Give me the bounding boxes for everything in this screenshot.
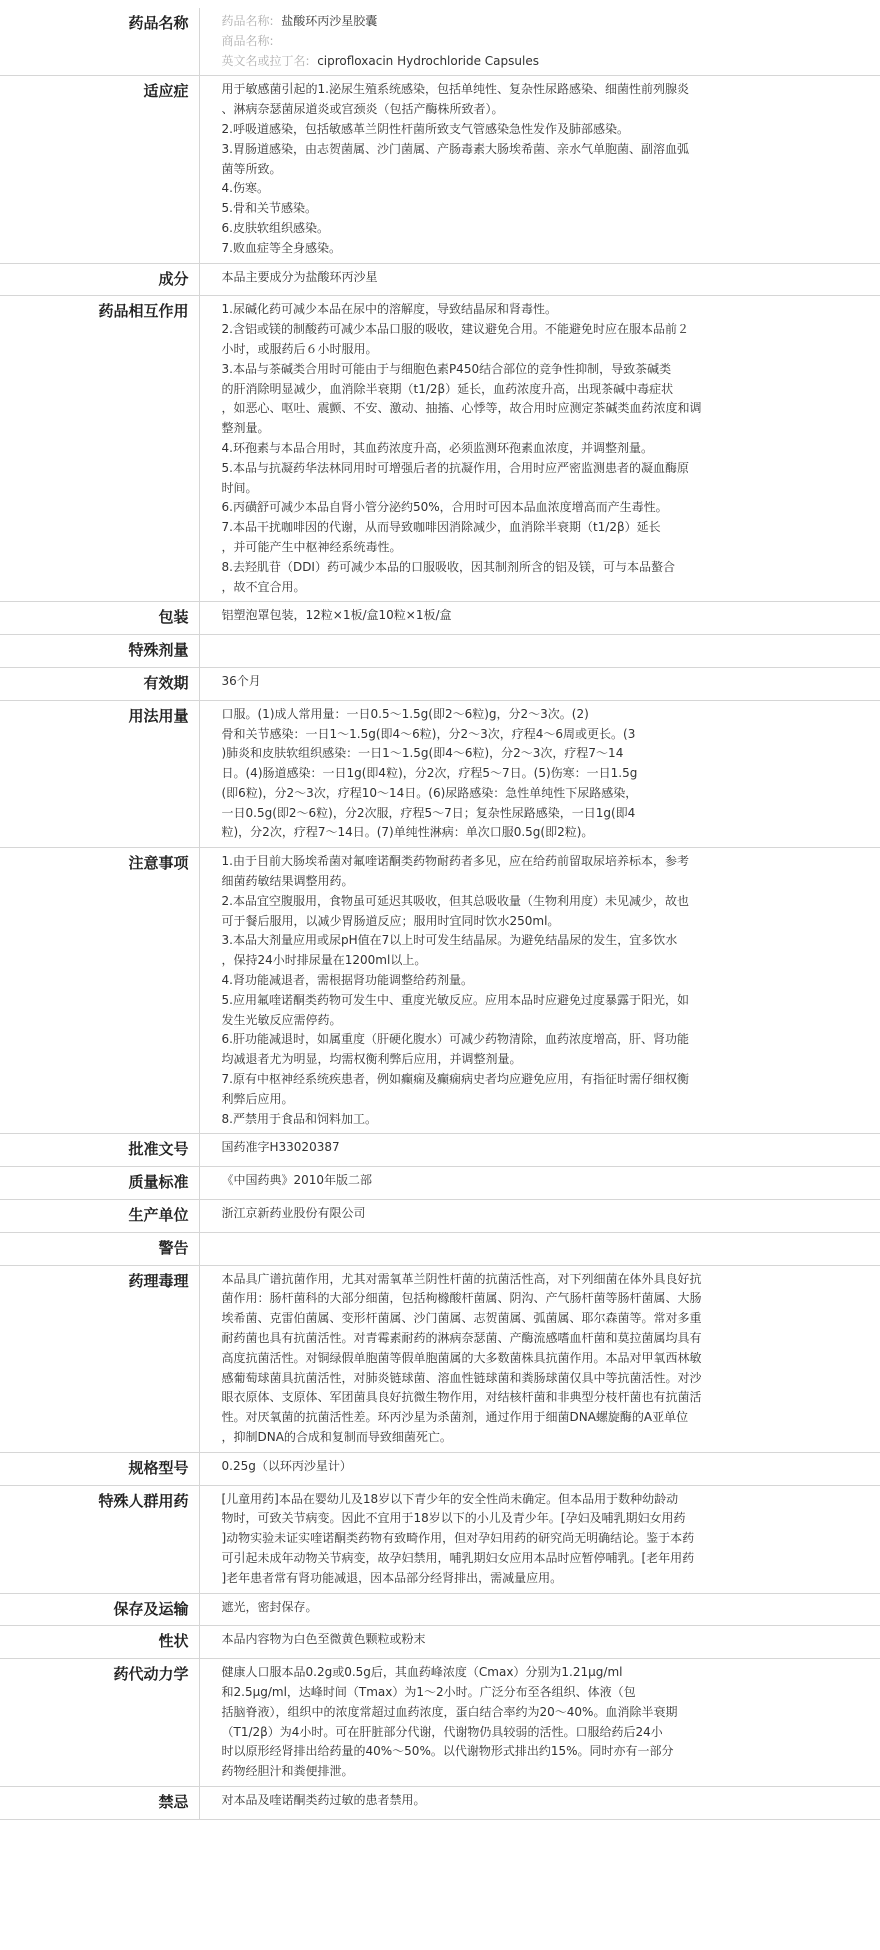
text-line: ，保持24小时排尿量在1200ml以上。 [221, 953, 427, 968]
label-interactions: 药品相互作用 [0, 296, 199, 602]
text-line: 用于敏感菌引起的1.泌尿生殖系统感染，包括单纯性、复杂性尿路感染、细菌性前列腺炎 [221, 82, 689, 97]
text-line: ]动物实验未证实喹诺酮类药物有致畸作用，但对孕妇用药的研究尚无明确结论。鉴于本药 [221, 1531, 695, 1546]
generic-name-value: 盐酸环丙沙星胶囊 [281, 14, 378, 28]
text-line: 均减退者尤为明显，均需权衡利弊后应用，并调整剂量。 [221, 1052, 522, 1067]
text-line: 遮光，密封保存。 [221, 1599, 318, 1614]
trade-name-line [222, 32, 791, 52]
text-line: 本品主要成分为盐酸环丙沙星 [221, 269, 378, 284]
value-pharmacology [199, 1265, 880, 1452]
text-line: 细菌药敏结果调整用药。 [221, 874, 354, 889]
label-manufacturer: 生产单位 [0, 1200, 199, 1233]
empty-value [222, 639, 791, 658]
label-name: 药品名称 [0, 8, 199, 76]
text-line: 7.本品干扰咖啡因的代谢，从而导致咖啡因消除减少，血消除半衰期（t1/2β）延长 [221, 520, 661, 535]
text-line: 5.应用氟喹诺酮类药物可发生中、重度光敏反应。应用本品时应避免过度暴露于阳光，如 [221, 992, 689, 1007]
row-precautions [0, 848, 880, 1134]
text-line: )肺炎和皮肤软组织感染：一日1～1.5g(即4～6粒)，分2～3次，疗程7～14 [221, 746, 624, 761]
value-contraindications [199, 1786, 880, 1819]
value-appearance [199, 1626, 880, 1659]
text-line: 7.败血症等全身感染。 [221, 240, 341, 255]
text-line: 、淋病奈瑟菌尿道炎或宫颈炎（包括产酶株所致者）。 [221, 102, 504, 117]
row-special-population [0, 1485, 880, 1593]
label-indications: 适应症 [0, 76, 199, 263]
text-line: 8.去羟肌苷（DDI）药可减少本品的口服吸收，因其制剂所含的铝及镁，可与本品螯合 [221, 559, 675, 574]
english-name-label: 英文名或拉丁名: [221, 53, 310, 68]
drug-info-table [0, 8, 880, 1820]
text-line: 3.本品大剂量应用或尿pH值在7以上时可发生结晶尿。为避免结晶尿的发生，宜多饮水 [221, 933, 678, 948]
value-manufacturer [199, 1200, 880, 1233]
text-line: 小时，或服药后６小时服用。 [221, 341, 378, 356]
text-line: 4.伤寒。 [221, 181, 269, 196]
text-line: 药物经胆汁和粪便排泄。 [221, 1764, 354, 1779]
row-manufacturer [0, 1200, 880, 1233]
value-special-population [199, 1485, 880, 1593]
label-approval: 批准文号 [0, 1134, 199, 1167]
text-line: 5.骨和关节感染。 [221, 201, 317, 216]
label-pharmacokinetics: 药代动力学 [0, 1659, 199, 1787]
row-indications [0, 76, 880, 263]
row-ingredients [0, 263, 880, 296]
text-line: 1.尿碱化药可减少本品在尿中的溶解度，导致结晶尿和肾毒性。 [221, 302, 557, 317]
row-pharmacokinetics [0, 1659, 880, 1787]
text-line: 时间。 [221, 480, 258, 495]
text-line: 可引起未成年动物关节病变，故孕妇禁用，哺乳期妇女应用本品时应暂停哺乳。[老年用药 [221, 1550, 695, 1565]
text-line: 一日0.5g(即2～6粒)，分2次服，疗程5～7日；复杂性尿路感染，一日1g(即4 [221, 805, 636, 820]
row-interactions [0, 296, 880, 602]
value-name [199, 8, 880, 76]
text-line: 骨和关节感染：一日1～1.5g(即4～6粒)，分2～3次，疗程4～6周或更长。(3 [221, 726, 636, 741]
text-line: 的肝消除明显减少，血消除半衰期（t1/2β）延长，血药浓度升高，出现茶碱中毒症状 [221, 381, 674, 396]
value-specification [199, 1452, 880, 1485]
text-line: 2.本品宜空腹服用，食物虽可延迟其吸收，但其总吸收量（生物利用度）未见减少，故也 [221, 893, 689, 908]
text-line: 国药准字H33020387 [221, 1140, 340, 1155]
row-usage [0, 700, 880, 848]
value-special-dosage [199, 635, 880, 668]
english-name-value: ciprofloxacin Hydrochloride Capsules [317, 53, 539, 68]
text-line: 本品具广谱抗菌作用，尤其对需氧革兰阴性杆菌的抗菌活性高，对下列细菌在体外具良好抗 [221, 1271, 702, 1286]
text-line: 物时，可致关节病变。因此不宜用于18岁以下的小儿及青少年。[孕妇及哺乳期妇女用药 [221, 1511, 686, 1526]
label-special-population: 特殊人群用药 [0, 1485, 199, 1593]
text-line: （T1/2β）为4小时。可在肝脏部分代谢，代谢物仍具较弱的活性。口服给药后24小 [221, 1724, 663, 1739]
text-line: ，如恶心、呕吐、震颤、不安、激动、抽搐、心悸等，故合用时应测定茶碱类血药浓度和调 [221, 401, 702, 416]
text-line: (即6粒)，分2～3次，疗程10～14日。(6)尿路感染：急性单纯性下尿路感染， [221, 785, 638, 800]
text-line: 健康人口服本品0.2g或0.5g后，其血药峰浓度（Cmax）分别为1.21μg/ml [221, 1665, 623, 1680]
row-contraindications [0, 1786, 880, 1819]
value-precautions [199, 848, 880, 1134]
label-specification: 规格型号 [0, 1452, 199, 1485]
text-line: 感葡萄球菌具抗菌活性，对肺炎链球菌、溶血性链球菌和粪肠球菌仅具中等抗菌活性。对沙 [221, 1370, 702, 1385]
trade-name-label: 商品名称: [221, 33, 274, 48]
text-line: 括脑脊液），组织中的浓度常超过血药浓度，蛋白结合率约为20～40%。血消除半衰期 [221, 1704, 678, 1719]
text-line: 性。对厌氧菌的抗菌活性差。环丙沙星为杀菌剂，通过作用于细菌DNA螺旋酶的A亚单位 [221, 1410, 689, 1425]
text-line: 《中国药典》2010年版二部 [221, 1173, 373, 1188]
row-specification [0, 1452, 880, 1485]
label-precautions: 注意事项 [0, 848, 199, 1134]
text-line: 菌等所致。 [221, 161, 282, 176]
text-line: 4.肾功能减退者，需根据肾功能调整给药剂量。 [221, 973, 473, 988]
row-appearance [0, 1626, 880, 1659]
text-line: 6.丙磺舒可减少本品自肾小管分泌约50%，合用时可因本品血浓度增高而产生毒性。 [221, 500, 668, 515]
row-approval [0, 1134, 880, 1167]
text-line: ，抑制DNA的合成和复制而导致细菌死亡。 [221, 1430, 452, 1444]
empty-value [222, 1237, 791, 1256]
row-name [0, 8, 880, 76]
text-line: 2.含铝或镁的制酸药可减少本品口服的吸收，建议避免合用。不能避免时应在服本品前２ [221, 322, 689, 337]
value-usage [199, 700, 880, 848]
text-line: 2.呼吸道感染，包括敏感革兰阴性杆菌所致支气管感染急性发作及肺部感染。 [221, 121, 629, 136]
text-line: 整剂量。 [221, 421, 270, 436]
value-standard [199, 1167, 880, 1200]
label-package: 包装 [0, 602, 199, 635]
text-line: 铝塑泡罩包装，12粒×1板/盒10粒×1板/盒 [221, 608, 452, 623]
text-line: 0.25g（以环丙沙星计） [221, 1458, 352, 1473]
text-line: 3.胃肠道感染，由志贺菌属、沙门菌属、产肠毒素大肠埃希菌、亲水气单胞菌、副溶血弧 [221, 141, 689, 156]
value-interactions [199, 296, 880, 602]
text-line: ，故不宜合用。 [221, 579, 306, 594]
value-warning [199, 1232, 880, 1265]
label-standard: 质量标准 [0, 1167, 199, 1200]
generic-name-line [222, 12, 791, 32]
text-line: 本品内容物为白色至微黄色颗粒或粉末 [221, 1632, 426, 1647]
row-warning [0, 1232, 880, 1265]
text-line: ]老年患者常有肾功能减退，因本品部分经肾排出，需减量应用。 [221, 1570, 563, 1585]
text-line: 3.本品与茶碱类合用时可能由于与细胞色素P450结合部位的竞争性抑制，导致茶碱类 [221, 361, 672, 376]
text-line: 利弊后应用。 [221, 1091, 294, 1106]
text-line: 1.由于目前大肠埃希菌对氟喹诺酮类药物耐药者多见，应在给药前留取尿培养标本，参考 [221, 854, 689, 869]
text-line: ，并可能产生中枢神经系统毒性。 [221, 539, 402, 554]
value-storage [199, 1593, 880, 1626]
value-pharmacokinetics [199, 1659, 880, 1787]
generic-name-label: 药品名称: [221, 14, 274, 28]
row-validity [0, 667, 880, 700]
text-line: 对本品及喹诺酮类药过敏的患者禁用。 [221, 1792, 426, 1807]
label-contraindications: 禁忌 [0, 1786, 199, 1819]
label-ingredients: 成分 [0, 263, 199, 296]
row-special-dosage [0, 635, 880, 668]
value-package [199, 602, 880, 635]
text-line: 6.皮肤软组织感染。 [221, 220, 329, 235]
text-line: [儿童用药]本品在婴幼儿及18岁以下青少年的安全性尚未确定。但本品用于数种幼龄动 [221, 1491, 679, 1506]
text-line: 日。(4)肠道感染：一日1g(即4粒)，分2次，疗程5～7日。(5)伤寒：一日1.5g [221, 766, 638, 781]
label-special-dosage: 特殊剂量 [0, 635, 199, 668]
row-pharmacology [0, 1265, 880, 1452]
value-ingredients [199, 263, 880, 296]
text-line: 7.原有中枢神经系统疾患者，例如癫痫及癫痫病史者均应避免应用，有指征时需仔细权衡 [221, 1072, 689, 1087]
value-indications [199, 76, 880, 263]
text-line: 粒)，分2次，疗程7～14日。(7)单纯性淋病：单次口服0.5g(即2粒)。 [221, 825, 594, 840]
label-storage: 保存及运输 [0, 1593, 199, 1626]
text-line: 8.严禁用于食品和饲料加工。 [221, 1111, 377, 1126]
label-warning: 警告 [0, 1232, 199, 1265]
text-line: 6.肝功能减退时，如属重度（肝硬化腹水）可减少药物清除，血药浓度增高，肝、肾功能 [221, 1032, 689, 1047]
text-line: 高度抗菌活性。对铜绿假单胞菌等假单胞菌属的大多数菌株具抗菌作用。本品对甲氧西林敏 [221, 1350, 702, 1365]
text-line: 可于餐后服用，以减少胃肠道反应；服用时宜同时饮水250ml。 [221, 913, 560, 928]
english-name-line [222, 52, 791, 72]
text-line: 口服。(1)成人常用量：一日0.5～1.5g(即2～6粒)g，分2～3次。(2) [221, 706, 589, 721]
row-package [0, 602, 880, 635]
label-usage: 用法用量 [0, 700, 199, 848]
value-approval [199, 1134, 880, 1167]
text-line: 眼衣原体、支原体、军团菌具良好抗微生物作用，对结核杆菌和非典型分枝杆菌也有抗菌活 [221, 1390, 702, 1405]
text-line: 5.本品与抗凝药华法林同用时可增强后者的抗凝作用，合用时应严密监测患者的凝血酶原 [221, 460, 689, 475]
row-standard [0, 1167, 880, 1200]
text-line: 36个月 [221, 673, 261, 688]
value-validity [199, 667, 880, 700]
text-line: 埃希菌、克雷伯菌属、变形杆菌属、沙门菌属、志贺菌属、弧菌属、耶尔森菌等。常对多重 [221, 1311, 702, 1326]
text-line: 菌作用：肠杆菌科的大部分细菌，包括枸橼酸杆菌属、阴沟、产气肠杆菌等肠杆菌属、大肠 [221, 1291, 702, 1306]
text-line: 浙江京新药业股份有限公司 [221, 1206, 366, 1221]
label-appearance: 性状 [0, 1626, 199, 1659]
row-storage [0, 1593, 880, 1626]
label-validity: 有效期 [0, 667, 199, 700]
text-line: 4.环孢素与本品合用时，其血药浓度升高，必须监测环孢素血浓度，并调整剂量。 [221, 440, 653, 455]
text-line: 耐药菌也具有抗菌活性。对青霉素耐药的淋病奈瑟菌、产酶流感嗜血杆菌和莫拉菌属均具有 [221, 1331, 702, 1346]
label-pharmacology: 药理毒理 [0, 1265, 199, 1452]
text-line: 和2.5μg/ml，达峰时间（Tmax）为1～2小时。广泛分布至各组织、体液（包 [221, 1684, 636, 1699]
text-line: 时以原形经肾排出给药量的40%～50%。以代谢物形式排出约15%。同时亦有一部分 [221, 1744, 674, 1759]
text-line: 发生光敏反应需停药。 [221, 1012, 342, 1027]
